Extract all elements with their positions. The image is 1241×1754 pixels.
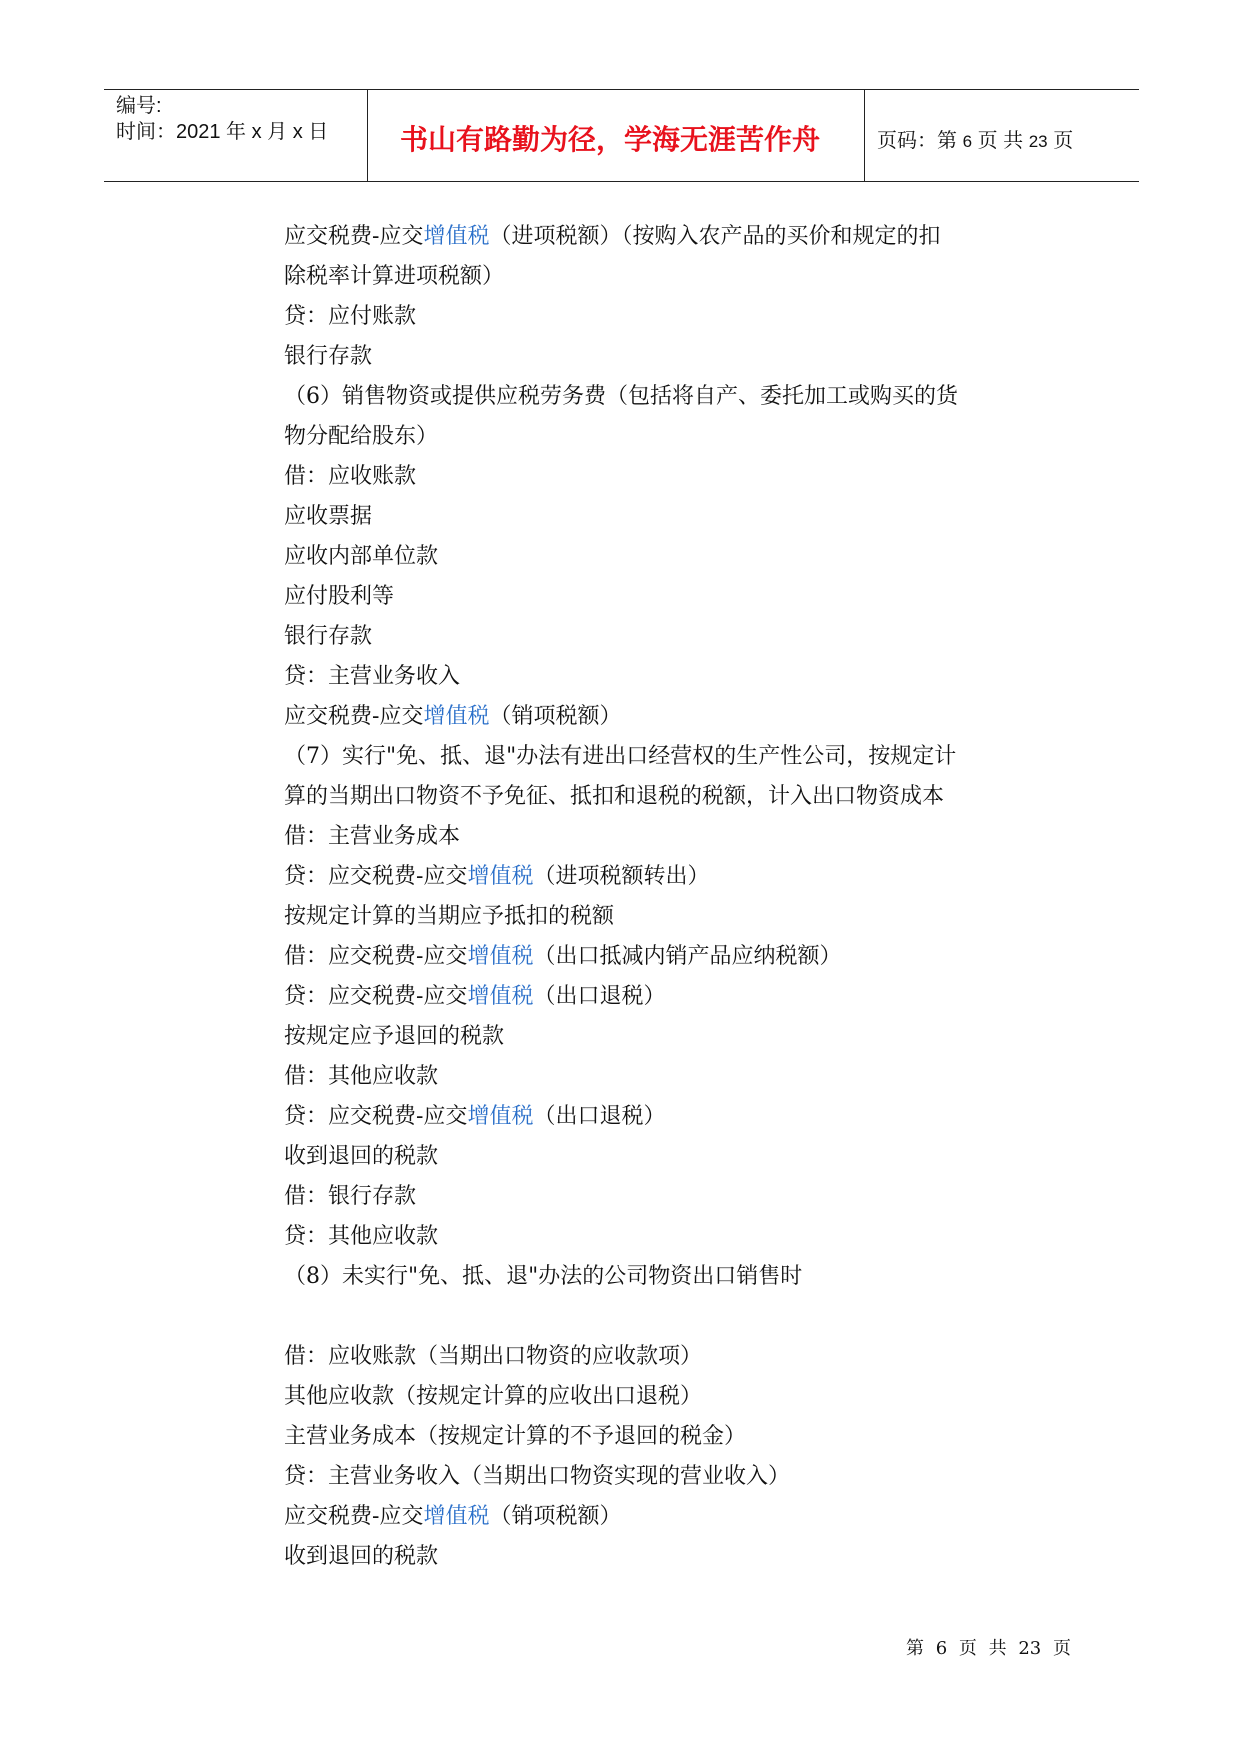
- text-line: [284, 737, 1074, 777]
- page-info-suffix: 页: [1053, 130, 1074, 152]
- line-text: 除税率计算进项税额）: [284, 264, 505, 289]
- time-label: 时间：2021 年 x 月 x 日: [116, 121, 329, 143]
- text-line: [284, 1417, 1074, 1457]
- text-line: [284, 777, 1074, 817]
- text-line: [284, 1497, 1074, 1537]
- line-text: 借：主营业务成本: [284, 824, 461, 849]
- keyword-link[interactable]: 增值税: [423, 1504, 490, 1529]
- text-line: [284, 857, 1074, 897]
- line-text: 借：其他应收款: [284, 1064, 439, 1089]
- text-line: [284, 457, 1074, 497]
- text-line: [284, 657, 1074, 697]
- text-line: [284, 937, 1074, 977]
- keyword-link[interactable]: 增值税: [467, 984, 534, 1009]
- line-text: 其他应收款（按规定计算的应收出口退税）: [284, 1384, 703, 1409]
- keyword-link[interactable]: 增值税: [423, 224, 490, 249]
- line-text-suffix: （出口退税）: [533, 984, 666, 1009]
- line-text: 应付股利等: [284, 584, 395, 609]
- line-text: （7）实行"免、抵、退"办法有进出口经营权的生产性公司，按规定计: [284, 744, 957, 769]
- line-text: 应交税费-应交: [284, 224, 424, 249]
- text-line: [284, 1177, 1074, 1217]
- line-text: 贷：主营业务收入（当期出口物资实现的营业收入）: [284, 1464, 791, 1489]
- text-line: [284, 337, 1074, 377]
- line-text: 银行存款: [284, 344, 373, 369]
- line-text: 贷：应交税费-应交: [284, 1104, 468, 1129]
- line-text: 贷：应付账款: [284, 304, 417, 329]
- line-text: （6）销售物资或提供应税劳务费（包括将自产、委托加工或购买的货: [284, 384, 958, 409]
- text-line: [284, 977, 1074, 1017]
- header-meta: [104, 90, 368, 181]
- line-text: 应收票据: [284, 504, 373, 529]
- text-line: [284, 577, 1074, 617]
- line-text: 应交税费-应交: [284, 1504, 424, 1529]
- text-line: [284, 1537, 1074, 1577]
- line-text-suffix: （销项税额）: [489, 704, 622, 729]
- line-text: 贷：应交税费-应交: [284, 984, 468, 1009]
- line-text-suffix: （出口抵减内销产品应纳税额）: [533, 944, 842, 969]
- blank-line: [284, 1297, 1074, 1337]
- line-text: 应交税费-应交: [284, 704, 424, 729]
- line-text: 按规定计算的当期应予抵扣的税额: [284, 904, 615, 929]
- text-line: [284, 537, 1074, 577]
- line-text: 算的当期出口物资不予免征、抵扣和退税的税额，计入出口物资成本: [284, 784, 945, 809]
- line-text: 借：应收账款: [284, 464, 417, 489]
- keyword-link[interactable]: 增值税: [467, 864, 534, 889]
- page-header: [104, 89, 1139, 182]
- text-line: [284, 297, 1074, 337]
- line-text-suffix: （出口退税）: [533, 1104, 666, 1129]
- page-footer: 第 6 页 共 23 页: [906, 1638, 1071, 1659]
- text-line: [284, 257, 1074, 297]
- line-text: 贷：应交税费-应交: [284, 864, 468, 889]
- line-text: 借：应收账款（当期出口物资的应收款项）: [284, 1344, 703, 1369]
- line-text: （8）未实行"免、抵、退"办法的公司物资出口销售时: [284, 1264, 803, 1289]
- text-line: [284, 1137, 1074, 1177]
- text-line: [284, 1457, 1074, 1497]
- header-page-cell: [865, 90, 1139, 181]
- text-line: [284, 1257, 1074, 1297]
- text-line: [284, 1377, 1074, 1417]
- line-text: 借：应交税费-应交: [284, 944, 468, 969]
- text-line: [284, 417, 1074, 457]
- document-body: [284, 217, 1074, 1577]
- line-text: 贷：主营业务收入: [284, 664, 461, 689]
- line-text-suffix: （销项税额）: [489, 1504, 622, 1529]
- line-text: 物分配给股东）: [284, 424, 439, 449]
- line-text: 收到退回的税款: [284, 1144, 439, 1169]
- text-line: [284, 217, 1074, 257]
- line-text-suffix: （进项税额转出）: [533, 864, 710, 889]
- line-text: 贷：其他应收款: [284, 1224, 439, 1249]
- page-info-total: 23: [1028, 132, 1048, 151]
- text-line: [284, 1097, 1074, 1137]
- text-line: [284, 617, 1074, 657]
- page-info-page: 6: [962, 132, 973, 151]
- page-info-prefix: 页码：第: [877, 130, 957, 152]
- line-text: 主营业务成本（按规定计算的不予退回的税金）: [284, 1424, 747, 1449]
- text-line: [284, 817, 1074, 857]
- line-text: 按规定应予退回的税款: [284, 1024, 505, 1049]
- keyword-link[interactable]: 增值税: [467, 1104, 534, 1129]
- line-text: 银行存款: [284, 624, 373, 649]
- line-text: 收到退回的税款: [284, 1544, 439, 1569]
- text-line: [284, 1017, 1074, 1057]
- header-page-info: [877, 124, 1073, 153]
- page-info-mid: 页 共: [977, 130, 1024, 152]
- header-motto-cell: [368, 90, 865, 181]
- keyword-link[interactable]: 增值税: [423, 704, 490, 729]
- text-line: [284, 1057, 1074, 1097]
- line-text-suffix: （进项税额）（按购入农产品的买价和规定的扣: [489, 224, 941, 249]
- keyword-link[interactable]: 增值税: [467, 944, 534, 969]
- line-text: 借：银行存款: [284, 1184, 417, 1209]
- text-line: [284, 377, 1074, 417]
- serial-label: 编号:: [116, 95, 162, 117]
- text-line: [284, 697, 1074, 737]
- text-line: [284, 897, 1074, 937]
- text-line: [284, 497, 1074, 537]
- line-text: 应收内部单位款: [284, 544, 439, 569]
- motto: 书山有路勤为径，学海无涯苦作舟: [400, 123, 821, 156]
- text-line: [284, 1337, 1074, 1377]
- text-line: [284, 1217, 1074, 1257]
